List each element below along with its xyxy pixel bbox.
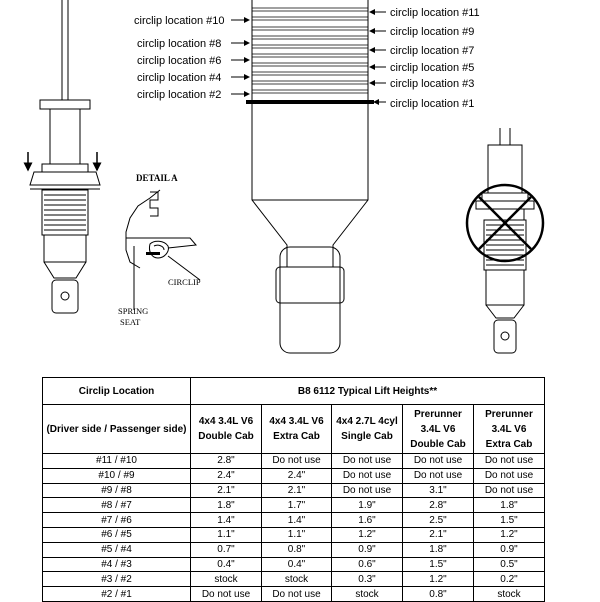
callout-circlip-8: circlip location #8 (137, 38, 222, 50)
col-header-4x4-34-double: 4x4 3.4L V6 Double Cab (191, 405, 262, 454)
table-row (43, 513, 545, 528)
right-strut-illustration (476, 128, 534, 353)
lift-height-cell: 0.9" (332, 542, 403, 557)
lift-height-cell: 2.1" (262, 483, 332, 498)
lift-height-table (42, 377, 545, 602)
table-row (43, 527, 545, 542)
detail-a-title: DETAIL A (136, 173, 178, 183)
col-header-4x4-27-single: 4x4 2.7L 4cyl Single Cab (332, 405, 403, 454)
lift-height-cell: Do not use (332, 454, 403, 469)
lift-height-cell: 1.8" (403, 542, 474, 557)
lift-height-cell: 0.9" (474, 542, 545, 557)
lift-height-cell: 0.4" (262, 557, 332, 572)
lift-height-cell: 1.8" (191, 498, 262, 513)
col-header-4x4-34-extra: 4x4 3.4L V6 Extra Cab (262, 405, 332, 454)
lift-height-cell: 2.1" (403, 527, 474, 542)
center-strut-illustration (252, 0, 368, 353)
lift-height-cell: 3.1" (403, 483, 474, 498)
lift-height-cell: 2.4" (262, 468, 332, 483)
lift-height-cell: 2.8" (403, 498, 474, 513)
circlip-location-cell: #3 / #2 (43, 572, 191, 587)
table-row (43, 454, 545, 469)
lift-height-cell: 0.8" (262, 542, 332, 557)
lift-height-cell: 1.2" (474, 527, 545, 542)
lift-height-cell: Do not use (262, 587, 332, 602)
lift-height-cell: Do not use (403, 454, 474, 469)
lift-height-cell: Do not use (262, 454, 332, 469)
lift-height-cell: 1.9" (332, 498, 403, 513)
callout-circlip-11: circlip location #11 (390, 7, 480, 19)
circlip-location-cell: #11 / #10 (43, 454, 191, 469)
col-header-prerunner-extra: Prerunner 3.4L V6 Extra Cab (474, 405, 545, 454)
lift-height-cell: stock (474, 587, 545, 602)
circlip-location-cell: #6 / #5 (43, 527, 191, 542)
circlip-location-cell: #5 / #4 (43, 542, 191, 557)
circlip-1-marker (246, 100, 374, 104)
lift-height-cell: Do not use (403, 468, 474, 483)
table-row (43, 557, 545, 572)
lift-heights-header: B8 6112 Typical Lift Heights** (191, 378, 545, 405)
lift-height-cell: 1.5" (403, 557, 474, 572)
circlip-location-cell: #8 / #7 (43, 498, 191, 513)
circlip-location-cell: #9 / #8 (43, 483, 191, 498)
lift-height-cell: stock (191, 572, 262, 587)
table-row (43, 572, 545, 587)
lift-height-cell: 0.8" (403, 587, 474, 602)
lift-height-cell: 0.6" (332, 557, 403, 572)
table-row (43, 483, 545, 498)
circlip-label: CIRCLIP (168, 277, 201, 287)
callout-circlip-1: circlip location #1 (390, 98, 475, 110)
lift-height-cell: 2.1" (191, 483, 262, 498)
lift-height-cell: 1.2" (403, 572, 474, 587)
callout-circlip-3: circlip location #3 (390, 78, 475, 90)
lift-height-cell: Do not use (474, 483, 545, 498)
callout-circlip-5: circlip location #5 (390, 62, 475, 74)
lift-height-cell: 1.4" (262, 513, 332, 528)
lift-height-cell: 1.4" (191, 513, 262, 528)
circlip-location-cell: #7 / #6 (43, 513, 191, 528)
callout-circlip-7: circlip location #7 (390, 45, 475, 57)
lift-height-cell: Do not use (191, 587, 262, 602)
lift-height-cell: Do not use (332, 483, 403, 498)
table-row (43, 587, 545, 602)
lift-height-cell: 1.7" (262, 498, 332, 513)
lift-height-cell: 0.5" (474, 557, 545, 572)
lift-height-cell: Do not use (332, 468, 403, 483)
table-body (43, 454, 545, 602)
lift-height-cell: 0.3" (332, 572, 403, 587)
spring-seat-label-1: SPRING (118, 306, 149, 316)
table-row (43, 498, 545, 513)
callout-circlip-10: circlip location #10 (134, 15, 225, 27)
callout-circlip-6: circlip location #6 (137, 55, 222, 67)
left-strut-illustration (30, 0, 100, 313)
side-subheader: (Driver side / Passenger side) (43, 405, 191, 454)
circlip-location-cell: #10 / #9 (43, 468, 191, 483)
spring-seat-label-2: SEAT (120, 317, 141, 327)
lift-height-cell: 1.6" (332, 513, 403, 528)
lift-height-cell: Do not use (474, 454, 545, 469)
table-row (43, 542, 545, 557)
lift-height-cell: stock (262, 572, 332, 587)
lift-height-cell: 2.5" (403, 513, 474, 528)
circlip-location-cell: #4 / #3 (43, 557, 191, 572)
detail-a-illustration (118, 173, 201, 327)
callout-circlip-9: circlip location #9 (390, 26, 475, 38)
table-row (43, 468, 545, 483)
lift-height-cell: Do not use (474, 468, 545, 483)
lift-height-cell: 1.5" (474, 513, 545, 528)
col-header-prerunner-double: Prerunner 3.4L V6 Double Cab (403, 405, 474, 454)
lift-height-cell: 1.2" (332, 527, 403, 542)
lift-height-cell: 1.1" (191, 527, 262, 542)
lift-height-cell: 2.8" (191, 454, 262, 469)
callout-circlip-2: circlip location #2 (137, 89, 222, 101)
circlip-location-cell: #2 / #1 (43, 587, 191, 602)
lift-height-cell: 0.4" (191, 557, 262, 572)
lift-height-cell: 1.1" (262, 527, 332, 542)
lift-height-cell: 0.2" (474, 572, 545, 587)
lift-height-cell: 0.7" (191, 542, 262, 557)
lift-height-cell: stock (332, 587, 403, 602)
lift-height-cell: 2.4" (191, 468, 262, 483)
callout-circlip-4: circlip location #4 (137, 72, 222, 84)
lift-height-cell: 1.8" (474, 498, 545, 513)
circlip-location-header: Circlip Location (43, 378, 191, 405)
